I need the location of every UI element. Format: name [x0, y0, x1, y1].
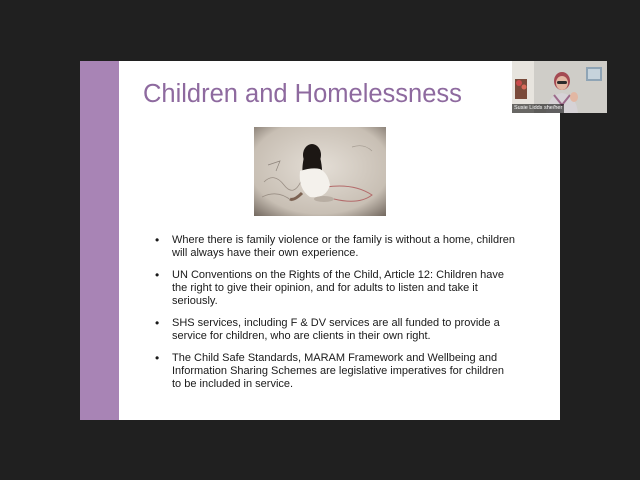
slide-accent-bar [80, 61, 119, 420]
bullet-text: Where there is family violence or the family is without a home, children will always have their own experience. [172, 234, 515, 259]
participant-video-tile[interactable] [512, 61, 607, 113]
bullet-dot-icon: • [155, 316, 160, 330]
shared-slide [80, 61, 560, 420]
bullet-dot-icon: • [155, 233, 160, 247]
slide-title: Children and Homelessness [143, 80, 462, 108]
bullet-text: SHS services, including F & DV services are all funded to provide a service for children, who are clients in their own right. [172, 317, 500, 342]
bullet-text: The Child Safe Standards, MARAM Framework and Wellbeing and Information Sharing Schemes are legislative imperatives for children to be included in service. [172, 352, 504, 390]
bullet-item [155, 317, 515, 343]
bullet-item [155, 269, 515, 308]
bullet-dot-icon: • [155, 268, 160, 282]
bullet-item [155, 234, 515, 260]
child-chalk-drawing-photo [254, 127, 386, 216]
photo-illustration [254, 127, 386, 216]
bullet-dot-icon: • [155, 351, 160, 365]
bullet-list [155, 234, 515, 400]
bullet-text: UN Conventions on the Rights of the Child, Article 12: Children have the right to give their opinion, and for adults to listen and take it seriously. [172, 269, 505, 307]
bullet-item [155, 352, 515, 391]
participant-name-label: Susie Lidds she/her [514, 105, 563, 111]
